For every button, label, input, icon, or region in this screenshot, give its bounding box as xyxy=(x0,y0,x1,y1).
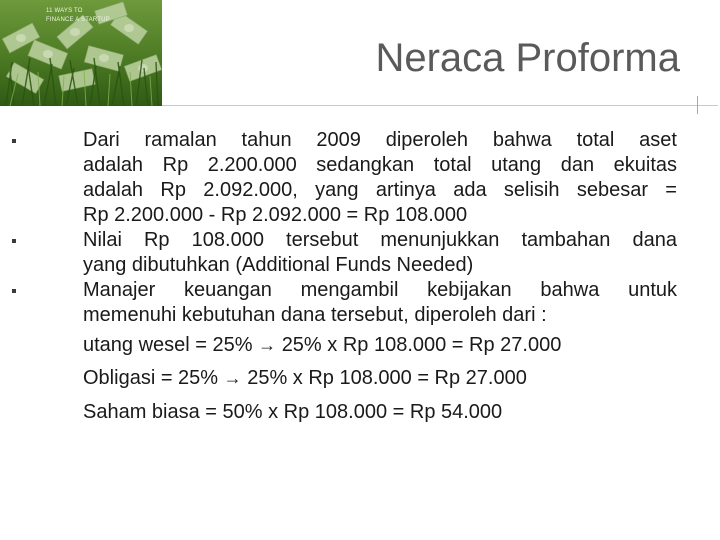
text-line: adalah Rp 2.092.000, yang artinya ada selisih sebesar = xyxy=(83,179,677,201)
text-line: yang dibutuhkan (Additional Funds Needed) xyxy=(83,254,474,276)
logo-image xyxy=(0,0,162,106)
funding-item-saham-biasa xyxy=(83,394,677,430)
text-line: memenuhi kebutuhan dana tersebut, diperoleh dari : xyxy=(83,304,547,326)
bullet-item xyxy=(83,278,677,430)
text-line: Dari ramalan tahun 2009 diperoleh bahwa total aset xyxy=(83,129,677,151)
title-divider-vertical xyxy=(697,96,698,114)
bullet-item xyxy=(83,128,677,228)
funding-item-left: Saham biasa = 50% x Rp 108.000 = Rp 54.000 xyxy=(83,401,503,423)
slide-title: Neraca Proforma xyxy=(375,36,680,80)
funding-item-right: 25% x Rp 108.000 = Rp 27.000 xyxy=(247,367,527,389)
logo-text xyxy=(46,7,110,25)
funding-item-left: utang wesel = 25% xyxy=(83,334,253,356)
text-line: Manajer keuangan mengambil kebijakan bahwa untuk xyxy=(83,279,677,301)
bullet-item xyxy=(83,228,677,278)
funding-item-left: Obligasi = 25% xyxy=(83,367,219,389)
funding-item-right: 25% x Rp 108.000 = Rp 27.000 xyxy=(281,334,562,356)
logo-text-line2: FINANCE A STARTUP xyxy=(46,17,110,23)
title-divider-horizontal xyxy=(162,105,718,106)
arrow-right-icon: → xyxy=(223,368,242,388)
logo-text-line1: 11 WAYS TO xyxy=(46,8,83,14)
funding-item-utang-wesel xyxy=(83,328,677,362)
funding-item-obligasi xyxy=(83,362,677,394)
bullet-square-icon xyxy=(12,239,16,243)
bullet-square-icon xyxy=(12,139,16,143)
slide-body xyxy=(83,128,677,430)
text-line: Rp 2.200.000 - Rp 2.092.000 = Rp 108.000 xyxy=(83,204,468,226)
text-line: adalah Rp 2.200.000 sedangkan total utang dan ekuitas xyxy=(83,154,677,176)
arrow-right-icon: → xyxy=(258,335,277,355)
bullet-square-icon xyxy=(12,289,16,293)
text-line: Nilai Rp 108.000 tersebut menunjukkan tambahan dana xyxy=(83,229,677,251)
